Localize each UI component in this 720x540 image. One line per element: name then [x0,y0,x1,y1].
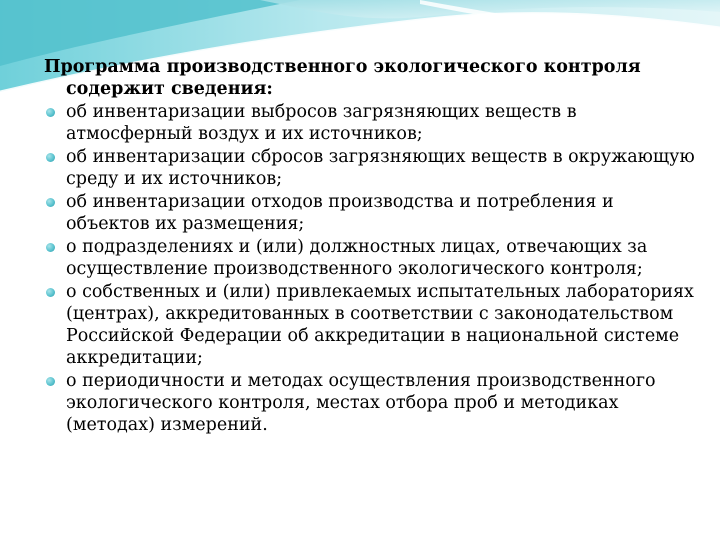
list-item [44,191,696,235]
bullet-icon [46,153,55,162]
list-item [44,146,696,190]
list-item [44,101,696,145]
bullet-icon [46,288,55,297]
bullet-icon [46,377,55,386]
list-item-text: об инвентаризации выбросов загрязняющих веществ в атмосферный воздух и их источников; [66,102,577,144]
list-item-text: о собственных и (или) привлекаемых испытательных лабораториях (центрах), аккредитованных в соответствии с законодательством Российской Федерации об аккредитации в национальной системе аккредитации; [66,282,694,368]
list-item [44,236,696,280]
list-item-text: о подразделениях и (или) должностных лицах, отвечающих за осуществление производственного экологического контроля; [66,237,648,279]
list-item-text: об инвентаризации сбросов загрязняющих веществ в окружающую среду и их источников; [66,147,695,189]
bullet-icon [46,243,55,252]
list-item [44,281,696,369]
bullet-icon [46,108,55,117]
list-item-text: о периодичности и методах осуществления производственного экологического контроля, местах отбора проб и методиках (методах) измерений. [66,371,656,435]
bullet-icon [46,198,55,207]
slide-heading: Программа производственного экологического контроля содержит сведения: [44,57,641,99]
slide-content [44,56,696,437]
list-item-text: об инвентаризации отходов производства и потребления и объектов их размещения; [66,192,614,234]
bullet-list [44,101,696,436]
list-item [44,370,696,436]
